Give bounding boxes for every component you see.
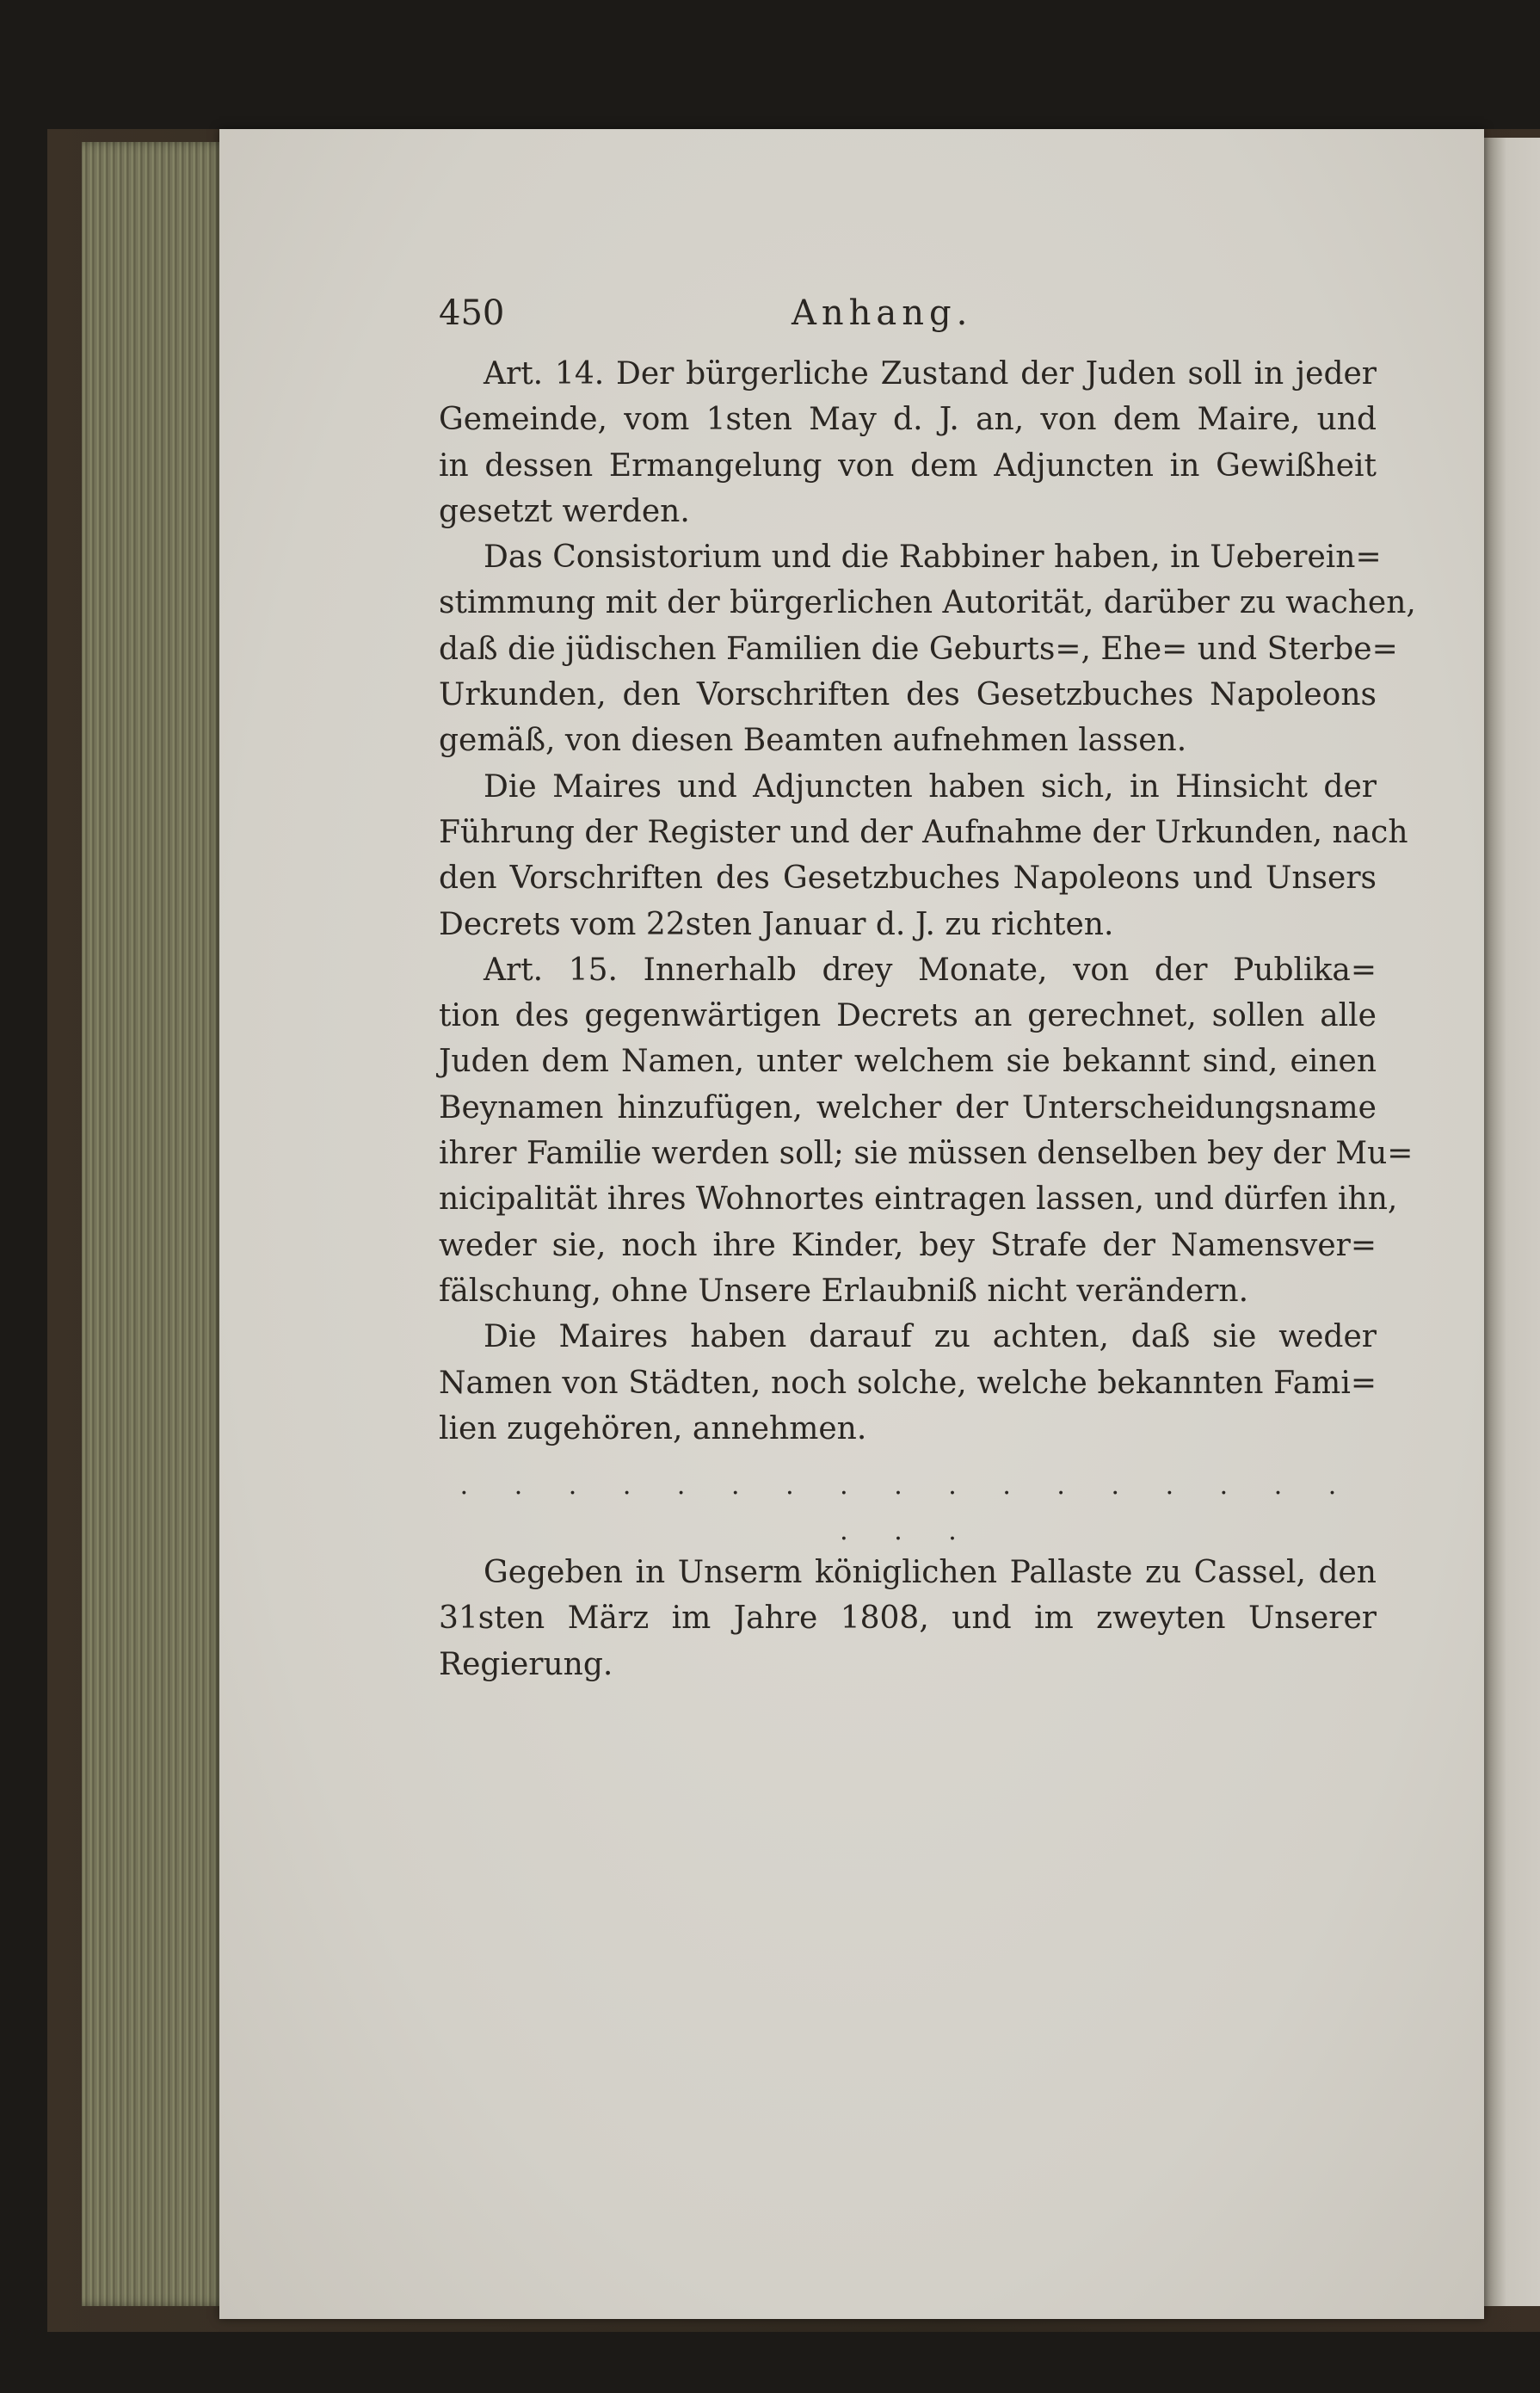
text-line: gesetzt werden. xyxy=(439,493,690,529)
text-line: Die Maires und Adjuncten haben sich, in Hinsicht der xyxy=(484,768,1377,805)
text-line: gemäß, von diesen Beamten aufnehmen lassen. xyxy=(439,723,1187,759)
facing-page-edge xyxy=(1484,138,1540,2306)
closing-line: Regierung. xyxy=(439,1646,613,1682)
text-line: stimmung mit der bürgerlichen Autorität, darüber zu wachen, xyxy=(439,585,1416,621)
text-line: fälschung, ohne Unsere Erlaubniß nicht verändern. xyxy=(439,1273,1249,1309)
text-line: Führung der Register und der Aufnahme der Urkunden, nach xyxy=(439,814,1408,850)
page-header xyxy=(439,291,1377,351)
text-line: weder sie, noch ihre Kinder, bey Strafe der Namensver= xyxy=(439,1227,1377,1263)
dotted-separator: · · · · · · · · · · · · · · · · · · · · xyxy=(459,1478,1356,1555)
text-line: Decrets vom 22sten Januar d. J. zu richten. xyxy=(439,906,1114,942)
text-line: Art. 15. Innerhalb drey Monate, von der Publika= xyxy=(484,952,1377,988)
closing-line: 31sten März im Jahre 1808, und im zweyten Unserer xyxy=(439,1600,1377,1637)
text-line: Die Maires haben darauf zu achten, daß sie weder xyxy=(484,1319,1377,1355)
text-line: Namen von Städten, noch solche, welche bekannten Fami= xyxy=(439,1365,1377,1401)
text-line: Das Consistorium und die Rabbiner haben, in Ueberein= xyxy=(484,540,1382,576)
text-line: lien zugehören, annehmen. xyxy=(439,1410,867,1446)
closing-paragraph xyxy=(439,1550,1377,1687)
text-line: ihrer Familie werden soll; sie müssen denselben bey der Mu= xyxy=(439,1136,1414,1172)
text-line: nicipalität ihres Wohnortes eintragen lassen, und dürfen ihn, xyxy=(439,1181,1398,1218)
text-line: tion des gegenwärtigen Decrets an gerechnet, sollen alle xyxy=(439,998,1377,1034)
text-line: Art. 14. Der bürgerliche Zustand der Juden soll in jeder xyxy=(484,356,1377,392)
page-number: 450 xyxy=(439,293,505,333)
text-line: Gemeinde, vom 1sten May d. J. an, von dem Maire, und xyxy=(439,402,1377,438)
closing-line: Gegeben in Unserm königlichen Pallaste zu Cassel, den xyxy=(484,1555,1377,1591)
text-line: Juden dem Namen, unter welchem sie bekannt sind, einen xyxy=(439,1044,1377,1080)
page-text xyxy=(439,291,1416,1687)
text-line: Urkunden, den Vorschriften des Gesetzbuches Napoleons xyxy=(439,677,1377,713)
text-line: den Vorschriften des Gesetzbuches Napoleons und Unsers xyxy=(439,860,1377,897)
page-edges xyxy=(82,142,228,2306)
text-line: daß die jüdischen Familien die Geburts=, Ehe= und Sterbe= xyxy=(439,631,1398,667)
text-line: in dessen Ermangelung von dem Adjuncten in Gewißheit xyxy=(439,447,1377,484)
running-head: Anhang. xyxy=(792,293,973,333)
text-line: Beynamen hinzufügen, welcher der Unterscheidungsname xyxy=(439,1089,1377,1126)
